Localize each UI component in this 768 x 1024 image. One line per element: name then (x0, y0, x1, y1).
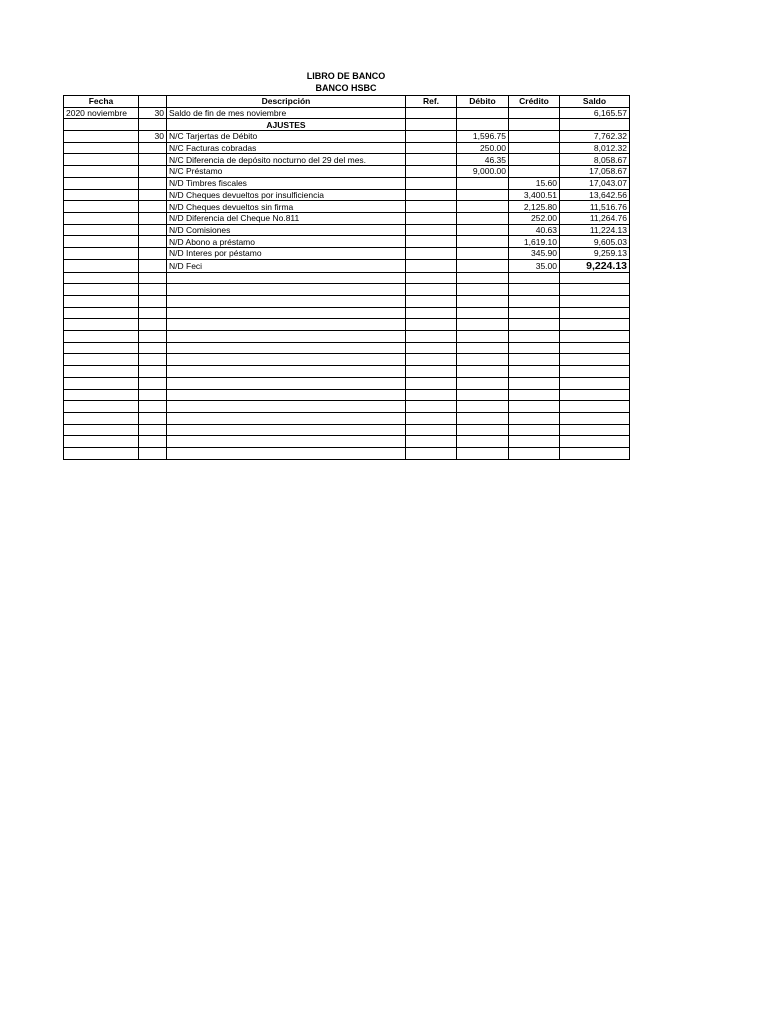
table-row (64, 247, 630, 259)
cell-desc: N/D Feci (167, 259, 406, 272)
empty-cell (509, 436, 560, 448)
header-saldo: Saldo (560, 96, 630, 108)
cell-credito: 2,125.80 (509, 201, 560, 213)
cell-debito: 250.00 (457, 142, 509, 154)
empty-cell (406, 354, 457, 366)
empty-row (64, 436, 630, 448)
cell-debito: 46.35 (457, 154, 509, 166)
empty-row (64, 401, 630, 413)
cell-fecha (64, 119, 139, 131)
empty-cell (406, 366, 457, 378)
cell-ref (406, 177, 457, 189)
cell-dia (139, 166, 167, 178)
cell-desc: N/D Abono a préstamo (167, 236, 406, 248)
cell-credito: 252.00 (509, 212, 560, 224)
cell-debito (457, 201, 509, 213)
cell-dia (139, 154, 167, 166)
empty-cell (406, 401, 457, 413)
cell-debito (457, 259, 509, 272)
empty-cell (560, 412, 630, 424)
cell-credito: 345.90 (509, 247, 560, 259)
empty-cell (509, 366, 560, 378)
table-row (64, 154, 630, 166)
header-credito: Crédito (509, 96, 560, 108)
cell-dia (139, 142, 167, 154)
empty-cell (560, 401, 630, 413)
cell-fecha (64, 154, 139, 166)
empty-cell (509, 272, 560, 284)
cell-fecha (64, 177, 139, 189)
empty-row (64, 307, 630, 319)
empty-cell (406, 307, 457, 319)
empty-cell (167, 389, 406, 401)
empty-cell (64, 377, 139, 389)
empty-row (64, 424, 630, 436)
header-dia (139, 96, 167, 108)
cell-dia (139, 212, 167, 224)
empty-cell (406, 412, 457, 424)
cell-credito (509, 142, 560, 154)
empty-cell (457, 424, 509, 436)
empty-cell (64, 424, 139, 436)
empty-cell (64, 272, 139, 284)
cell-dia (139, 177, 167, 189)
empty-cell (457, 342, 509, 354)
cell-ref (406, 224, 457, 236)
empty-cell (139, 342, 167, 354)
empty-row (64, 284, 630, 296)
cell-dia (139, 236, 167, 248)
empty-cell (509, 354, 560, 366)
cell-debito (457, 236, 509, 248)
empty-row (64, 331, 630, 343)
empty-cell (509, 424, 560, 436)
cell-ref (406, 201, 457, 213)
empty-cell (457, 401, 509, 413)
empty-row (64, 272, 630, 284)
empty-cell (509, 331, 560, 343)
empty-cell (406, 319, 457, 331)
cell-desc: N/C Facturas cobradas (167, 142, 406, 154)
header-row (64, 96, 630, 108)
table-row (64, 259, 630, 272)
cell-debito (457, 212, 509, 224)
cell-credito: 35.00 (509, 259, 560, 272)
empty-cell (457, 377, 509, 389)
empty-row (64, 412, 630, 424)
empty-row (64, 366, 630, 378)
cell-debito (457, 107, 509, 119)
empty-cell (64, 307, 139, 319)
empty-cell (139, 436, 167, 448)
empty-cell (64, 366, 139, 378)
table-row (64, 177, 630, 189)
table-row (64, 107, 630, 119)
cell-fecha (64, 201, 139, 213)
cell-credito (509, 131, 560, 143)
empty-cell (139, 377, 167, 389)
empty-cell (457, 412, 509, 424)
empty-cell (139, 284, 167, 296)
empty-cell (406, 284, 457, 296)
empty-cell (167, 284, 406, 296)
empty-cell (167, 354, 406, 366)
table-row (64, 166, 630, 178)
empty-cell (139, 319, 167, 331)
header-descripcion: Descripción (167, 96, 406, 108)
empty-row (64, 296, 630, 308)
cell-dia (139, 224, 167, 236)
cell-ref (406, 236, 457, 248)
cell-fecha (64, 224, 139, 236)
empty-cell (560, 377, 630, 389)
cell-saldo: 11,224.13 (560, 224, 630, 236)
empty-cell (560, 307, 630, 319)
empty-cell (167, 319, 406, 331)
bank-ledger-table (63, 95, 630, 460)
empty-row (64, 319, 630, 331)
table-row (64, 212, 630, 224)
cell-saldo: 13,642.56 (560, 189, 630, 201)
cell-dia (139, 201, 167, 213)
empty-cell (139, 296, 167, 308)
cell-ref (406, 131, 457, 143)
empty-cell (457, 366, 509, 378)
empty-cell (167, 424, 406, 436)
empty-cell (560, 342, 630, 354)
empty-cell (560, 424, 630, 436)
empty-cell (139, 331, 167, 343)
empty-cell (509, 412, 560, 424)
cell-desc: N/D Cheques devueltos sin firma (167, 201, 406, 213)
empty-cell (64, 354, 139, 366)
empty-cell (560, 447, 630, 459)
cell-saldo: 9,605.03 (560, 236, 630, 248)
cell-dia (139, 259, 167, 272)
empty-cell (167, 342, 406, 354)
empty-cell (509, 377, 560, 389)
cell-saldo: 8,058.67 (560, 154, 630, 166)
cell-fecha (64, 131, 139, 143)
cell-desc: N/D Timbres fiscales (167, 177, 406, 189)
empty-cell (139, 447, 167, 459)
cell-debito (457, 189, 509, 201)
empty-row (64, 342, 630, 354)
empty-cell (509, 296, 560, 308)
empty-cell (406, 447, 457, 459)
empty-cell (560, 354, 630, 366)
empty-cell (64, 401, 139, 413)
cell-credito (509, 166, 560, 178)
empty-cell (406, 377, 457, 389)
cell-desc: N/C Tarjertas de Débito (167, 131, 406, 143)
cell-debito (457, 177, 509, 189)
cell-desc: N/C Préstamo (167, 166, 406, 178)
cell-saldo (560, 119, 630, 131)
empty-cell (457, 307, 509, 319)
cell-fecha (64, 166, 139, 178)
empty-cell (167, 412, 406, 424)
empty-cell (560, 272, 630, 284)
cell-saldo: 11,516.76 (560, 201, 630, 213)
cell-desc: N/D Diferencia del Cheque No.811 (167, 212, 406, 224)
cell-desc: AJUSTES (167, 119, 406, 131)
cell-ref (406, 247, 457, 259)
cell-ref (406, 259, 457, 272)
empty-cell (64, 412, 139, 424)
empty-cell (139, 401, 167, 413)
empty-cell (406, 342, 457, 354)
cell-dia (139, 189, 167, 201)
empty-cell (457, 284, 509, 296)
ledger-title: LIBRO DE BANCO (306, 71, 386, 81)
empty-cell (64, 331, 139, 343)
cell-saldo: 8,012.32 (560, 142, 630, 154)
cell-ref (406, 166, 457, 178)
empty-cell (457, 354, 509, 366)
cell-dia (139, 247, 167, 259)
empty-cell (457, 272, 509, 284)
empty-cell (167, 401, 406, 413)
empty-cell (406, 436, 457, 448)
empty-cell (509, 447, 560, 459)
empty-cell (167, 331, 406, 343)
empty-cell (167, 377, 406, 389)
cell-ref (406, 119, 457, 131)
empty-cell (64, 284, 139, 296)
empty-cell (167, 272, 406, 284)
cell-saldo: 11,264.76 (560, 212, 630, 224)
empty-row (64, 354, 630, 366)
empty-cell (509, 284, 560, 296)
empty-cell (509, 319, 560, 331)
empty-cell (509, 342, 560, 354)
cell-debito: 9,000.00 (457, 166, 509, 178)
bank-name: BANCO HSBC (315, 83, 377, 93)
cell-credito: 1,619.10 (509, 236, 560, 248)
empty-cell (560, 296, 630, 308)
cell-credito (509, 107, 560, 119)
header-fecha: Fecha (64, 96, 139, 108)
cell-credito (509, 119, 560, 131)
cell-saldo: 17,043.07 (560, 177, 630, 189)
cell-desc: N/D Cheques devueltos por insulficiencia (167, 189, 406, 201)
empty-row (64, 447, 630, 459)
empty-cell (457, 389, 509, 401)
empty-cell (560, 284, 630, 296)
empty-cell (64, 319, 139, 331)
cell-fecha (64, 142, 139, 154)
cell-fecha (64, 212, 139, 224)
empty-cell (167, 366, 406, 378)
header-ref: Ref. (406, 96, 457, 108)
table-row (64, 236, 630, 248)
empty-cell (139, 424, 167, 436)
empty-cell (560, 389, 630, 401)
empty-cell (167, 436, 406, 448)
cell-fecha (64, 236, 139, 248)
cell-fecha (64, 189, 139, 201)
table-row (64, 201, 630, 213)
empty-cell (64, 296, 139, 308)
empty-cell (139, 389, 167, 401)
cell-saldo: 17,058.67 (560, 166, 630, 178)
cell-ref (406, 189, 457, 201)
header-debito: Débito (457, 96, 509, 108)
empty-cell (139, 412, 167, 424)
cell-ref (406, 107, 457, 119)
empty-cell (560, 319, 630, 331)
empty-cell (139, 272, 167, 284)
empty-cell (64, 436, 139, 448)
empty-cell (406, 424, 457, 436)
cell-fecha (64, 247, 139, 259)
empty-cell (560, 366, 630, 378)
cell-dia: 30 (139, 131, 167, 143)
cell-debito (457, 119, 509, 131)
cell-fecha: 2020 noviembre (64, 107, 139, 119)
table-row (64, 142, 630, 154)
empty-cell (167, 307, 406, 319)
cell-dia: 30 (139, 107, 167, 119)
empty-cell (406, 272, 457, 284)
cell-saldo: 7,762.32 (560, 131, 630, 143)
empty-cell (509, 401, 560, 413)
cell-ref (406, 154, 457, 166)
empty-cell (406, 389, 457, 401)
table-row (64, 131, 630, 143)
cell-ref (406, 212, 457, 224)
empty-cell (509, 389, 560, 401)
cell-saldo: 6,165.57 (560, 107, 630, 119)
ledger-body (64, 107, 630, 459)
cell-desc: Saldo de fin de mes noviembre (167, 107, 406, 119)
empty-cell (457, 296, 509, 308)
empty-cell (560, 331, 630, 343)
table-row (64, 119, 630, 131)
empty-cell (64, 389, 139, 401)
cell-debito: 1,596.75 (457, 131, 509, 143)
empty-cell (457, 319, 509, 331)
empty-cell (167, 296, 406, 308)
cell-credito: 15.60 (509, 177, 560, 189)
cell-debito (457, 224, 509, 236)
cell-credito (509, 154, 560, 166)
empty-row (64, 377, 630, 389)
cell-credito: 3,400.51 (509, 189, 560, 201)
cell-saldo: 9,224.13 (560, 259, 630, 272)
empty-cell (406, 331, 457, 343)
table-row (64, 189, 630, 201)
cell-desc: N/D Interes por péstamo (167, 247, 406, 259)
cell-debito (457, 247, 509, 259)
empty-cell (457, 447, 509, 459)
cell-fecha (64, 259, 139, 272)
empty-cell (509, 307, 560, 319)
cell-desc: N/C Diferencia de depósito nocturno del 29 del mes. (167, 154, 406, 166)
cell-ref (406, 142, 457, 154)
empty-cell (167, 447, 406, 459)
table-row (64, 224, 630, 236)
empty-cell (64, 447, 139, 459)
empty-cell (139, 307, 167, 319)
empty-cell (457, 436, 509, 448)
empty-cell (64, 342, 139, 354)
empty-cell (560, 436, 630, 448)
empty-cell (457, 331, 509, 343)
empty-cell (139, 354, 167, 366)
cell-credito: 40.63 (509, 224, 560, 236)
empty-cell (406, 296, 457, 308)
cell-saldo: 9,259.13 (560, 247, 630, 259)
empty-cell (139, 366, 167, 378)
cell-desc: N/D Comisiones (167, 224, 406, 236)
empty-row (64, 389, 630, 401)
cell-dia (139, 119, 167, 131)
